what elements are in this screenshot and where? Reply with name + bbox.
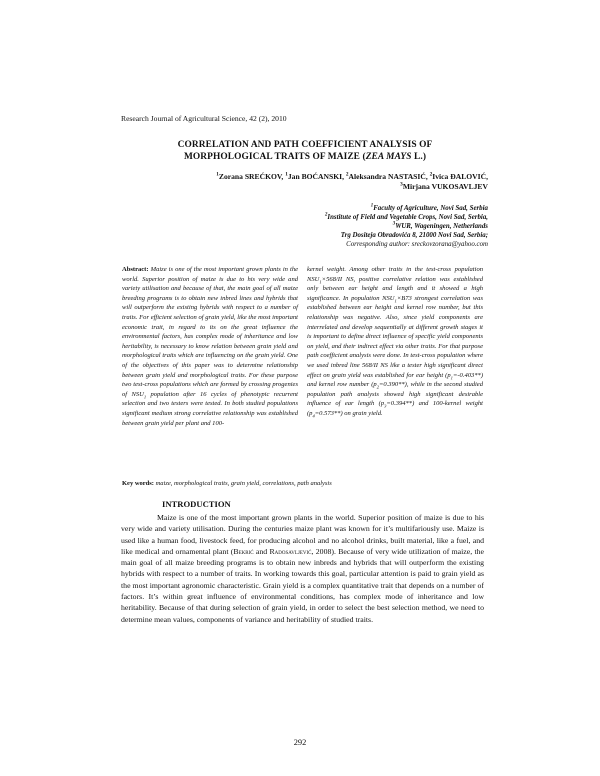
introduction-paragraph: Maize is one of the most important grown plants in the world. Superior position of maize is due to his very wide and variety utilisation. During the centuries maize plant was known for it’s multifariously use. Maize is used like a human food, livestock feed, for producing alcohol and no alcohol drinks, built material, like a fuel, and like medical and ornamental plant (Bekrić and Radosavljević, 2008). Because of very wide utilization of maize, the main goal of all maize breeding programs is to obtain new inbreds and hybrids that will outperform the existing hybrids with respect to a number of traits. In working towards this goal, particular attention is paid to grain yield as the most important agronomic characteristic. Grain yield is a complex quantitative trait that depends on a number of factors. It’s within great influence of environmental conditions, has complex mode of inheritance and low heritability. Because of that during selection of grain yield, in order to select the best selection method, we need to determine mean values, components of variance and heritability of studied traits.: [121, 513, 484, 624]
affiliation-address: Trg Dositeja Obradovića 8, 21000 Novi Sad, Serbia;: [340, 231, 488, 239]
author-name: Aleksandra NASTASIĆ,: [348, 172, 430, 181]
page-number: 292: [293, 738, 307, 747]
keywords: Key words: maize, morphological traits, grain yield, correlations, path analysis: [122, 480, 332, 487]
journal-header: Research Journal of Agricultural Science, 42 (2), 2010: [121, 114, 287, 123]
affiliation-1: $^1$Faculty of Agriculture, Novi Sad, Serbia: [370, 203, 488, 212]
abstract-label: Abstract:: [122, 266, 149, 273]
affiliations: [128, 205, 488, 250]
affiliation-2: $^2$Institute of Field and Vegetable Crops, Novi Sad, Serbia,: [324, 212, 488, 221]
title-line-2: MORPHOLOGICAL TRAITS OF MAIZE (ZEA MAYS L.): [183, 151, 427, 162]
author-name: Mirjana VUKOSAVLJEV: [402, 181, 488, 191]
citation-author: Radosavljević: [269, 546, 312, 556]
abstract-column-right: kernel weight. Among other traits in the test-cross population $NSU_1\times 568/II$ NS, positive correlative relation was established only between ear height and length and it showed a high significance. In population $NSU_1\times B73$ strongest correlation was established between ear height and kernel row number, but this relationship was negative. Also, since yield components are interrelated and develop sequentially at different growth stages it is important to define direct influence of specific yield components on yield, and their indirect effect via other traits. For that purpose path coefficient analysis were done. In test-cross population where we used inbred line 568/II NS like a tester high significant direct effect on grain yield was established for ear height $(p_1=-0.403**)$ and kernel row number $(p_2=0.390**)$, while in the second studied population path analysis showed high significant desirable influence of ear length $(p_3=0.394**)$ and 100-kernel weight $(p_4=0.573**)$ on grain yield.: [307, 266, 483, 419]
section-heading-introduction: INTRODUCTION: [162, 499, 231, 509]
paper-title: [120, 140, 490, 163]
author-line-1: $^1$Zorana SREĆKOV, $^1$Jan BOĆANSKI, $^2$Aleksandra NASTASIĆ, $^2$Ivica ĐALOVIĆ,: [216, 171, 488, 181]
author-name: Ivica ĐALOVIĆ,: [432, 172, 488, 181]
title-line-1: CORRELATION AND PATH COEFFICIENT ANALYSIS OF: [177, 140, 433, 150]
corresponding-author: Corresponding author: sreckovzorana@yahoo.com: [346, 240, 488, 248]
author-list: [148, 172, 488, 191]
affiliation-3: $^3$WUR, Wageningen, Netherlands: [392, 221, 488, 230]
species-name: ZEA MAYS: [365, 151, 412, 162]
abstract-column-left: Abstract: Maize is one of the most important grown plants in the world. Superior position of maize is due to his very wide and variety utilisation and because of that, the main goal of all maize breeding programs is to obtain new inbred lines and hybrids that will outperform the existing hybrids with respect to a number of traits. For efficient selection of grain yield, like the most important economic trait, in regard to its on the great influence the environmental factors, has complex mode of inheritance and low heritability, is necessary to know relation between grain yield and morphological traits which are influencing on the grain yield. One of the objectives of this paper was to determine relationship between grain yield and morphological traits. For these purpose two test-cross populations which are formed by crossing progenies of $NSU_1$ population after 16 cycles of phenotypic recurrent selection and two testers were tested. In both studied populations significant medium strong correlative relationship was established between grain yield per plant and 100-: [122, 266, 298, 427]
citation-author: Bekrić: [233, 546, 254, 556]
author-name: Zorana SREĆKOV,: [218, 172, 286, 181]
author-line-2: $^3$Mirjana VUKOSAVLJEV: [400, 180, 488, 191]
keywords-label: Key words:: [122, 480, 154, 487]
author-name: Jan BOĆANSKI,: [287, 172, 346, 181]
